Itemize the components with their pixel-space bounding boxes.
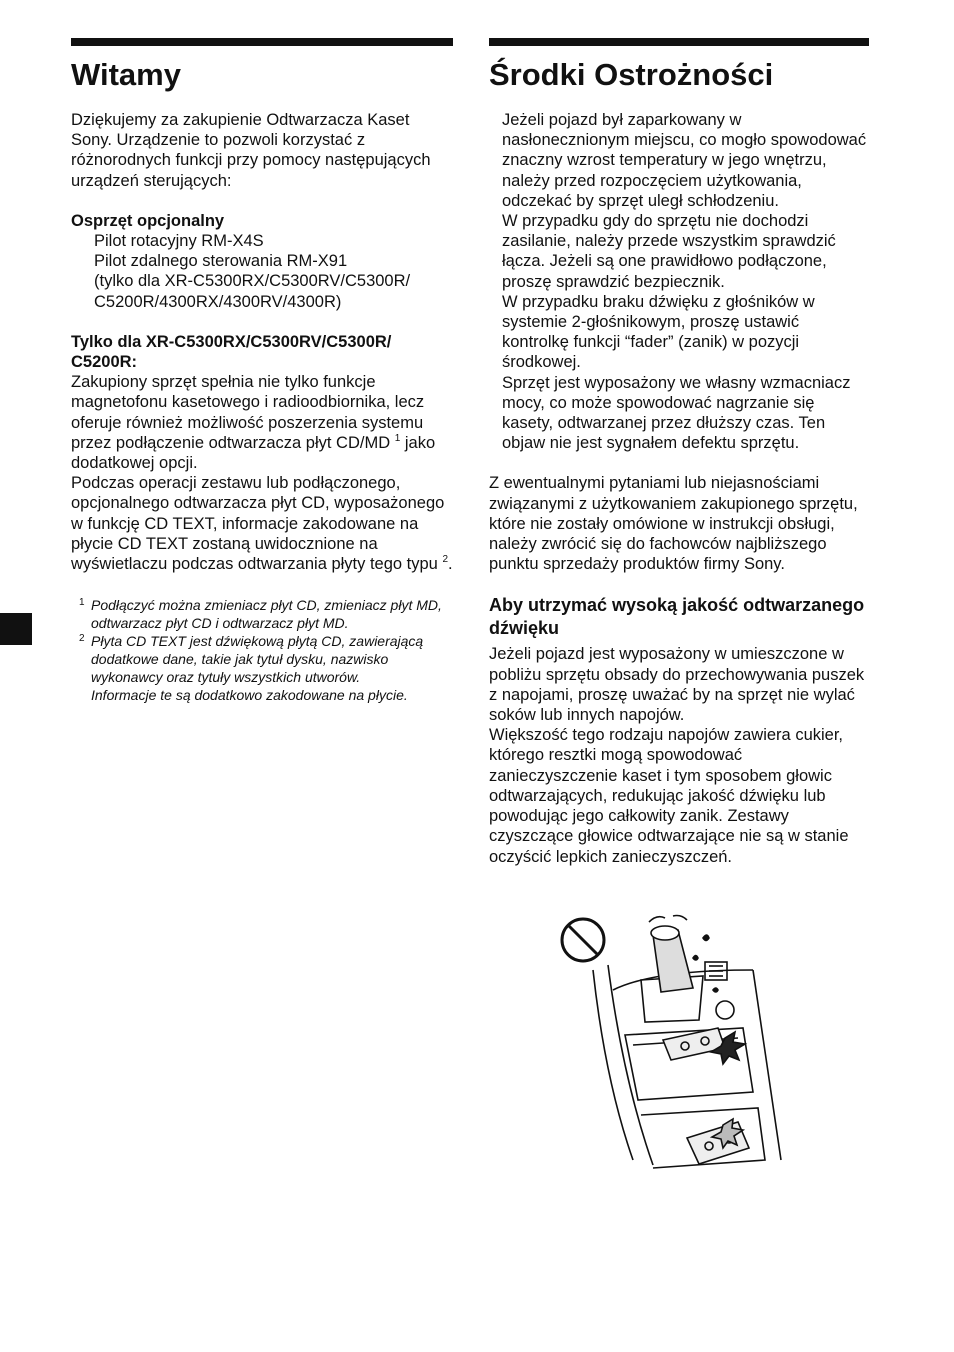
footnote-number: 2 xyxy=(79,633,85,645)
quality-subheading: Aby utrzymać wysoką jakość odtwarzanego dźwięku xyxy=(489,595,865,639)
optional-item: C5200R/4300RX/4300RV/4300R) xyxy=(94,292,342,311)
only-heading-line-1: Tylko dla XR-C5300RX/C5300RV/C5300R/ xyxy=(71,332,392,351)
footnote-number: 1 xyxy=(79,597,85,609)
footnote-ref-1: 1 xyxy=(394,432,401,444)
left-column xyxy=(71,38,453,704)
footnote-text: Podłączyć można zmieniacz płyt CD, zmieniacz płyt MD, odtwarzacz płyt CD i odtwarzacz płyt MD. xyxy=(91,597,442,632)
optional-heading: Osprzęt opcjonalny xyxy=(71,211,225,230)
intro-paragraph: Dziękujemy za zakupienie Odtwarzacza Kaset Sony. Urządzenie to pozwoli korzystać z różnorodnych funkcji przy pomocy następujących urządzeń sterujących: xyxy=(71,111,431,190)
only-heading-line-2: C5200R: xyxy=(71,353,138,372)
footnote-2-extra: Informacje te są dodatkowo zakodowane na płycie. xyxy=(91,687,408,704)
footnote-text: Płyta CD TEXT jest dźwiękową płytą CD, zawierającą dodatkowe dane, takie jak tytuł dysku, nazwisko wykonawcy oraz tytuły wszystkich utworów. xyxy=(91,633,424,686)
quality-paragraph-1: Jeżeli pojazd jest wyposażony w umieszczone w pobliżu sprzętu obsady do przechowywania puszek z napojami, proszę uważać by na sprzęt nie wylać soków lub innych napojów. xyxy=(489,645,865,725)
cdtext-text: Podczas operacji zestawu lub podłączonego, opcjonalnego odtwarzacza płyt CD, wyposażonego w funkcję CD TEXT, informacje zakodowane na płycie CD TEXT zostaną uwidocznione na wyświetlaczu podczas odtwarzania płyty tego typu xyxy=(71,474,445,574)
right-column xyxy=(489,38,869,867)
quality-paragraph-2: Większość tego rodzaju napojów zawiera cukier, którego resztki mogą spowodować zanieczyszczenie kaset i tym sposobem głowic odtwarzających, redukując jakość dźwięku lub powodując jego całkowity zanik. Zestawy czyszczące głowice odtwarzające nie są w stanie oczyścić lepkich zanieczyszczeń. xyxy=(489,726,849,866)
footnote-ref-2: 2 xyxy=(442,554,449,566)
precaution-item: W przypadku gdy do sprzętu nie dochodzi zasilanie, należy przede wszystkim sprawdzić łącza. Jeżeli są one prawidłowo podłączone, proszę sprawdzić bezpiecznik. xyxy=(502,212,836,291)
cdtext-paragraph xyxy=(71,473,453,574)
footnote-2 xyxy=(71,632,453,686)
optional-item: Pilot rotacyjny RM-X4S xyxy=(94,232,264,251)
title-rule xyxy=(489,38,869,46)
precaution-item: Jeżeli pojazd był zaparkowany w nasłonecznionym miejscu, co mogło spowodować znaczny wzrost temperatury w jego wnętrzu, należy przed rozpoczęciem użytkowania, odczekać by sprzęt uległ schłodzeniu. xyxy=(502,111,867,210)
prohibition-icon xyxy=(562,919,604,961)
cdtext-text-end: . xyxy=(448,555,453,574)
page-title-srodki: Środki Ostrożności xyxy=(489,57,774,92)
precautions-list xyxy=(489,110,869,453)
section-tab-marker xyxy=(0,613,32,645)
spilled-drink-illustration xyxy=(553,910,803,1180)
title-rule xyxy=(71,38,453,46)
contact-paragraph: Z ewentualnymi pytaniami lub niejasnościami związanymi z użytkowaniem zakupionego sprzętu, które nie zostały omówione w instrukcji obsługi, należy zwrócić się do fachowców najbliższego punktu sprzedaży produktów firmy Sony. xyxy=(489,474,858,574)
precaution-item: Sprzęt jest wyposażony we własny wzmacniacz mocy, co może spowodować nagrzanie się kasety, odtwarzanej przez dłuższy czas. Ten objaw nie jest sygnałem defektu sprzętu. xyxy=(502,373,851,453)
footnote-1 xyxy=(71,596,453,632)
features-paragraph xyxy=(71,372,453,473)
precaution-item: W przypadku braku dźwięku z głośników w systemie 2-głośnikowym, proszę ustawić kontrolkę funkcji “fader” (zanik) w pozycji środkowej. xyxy=(502,292,815,372)
optional-item: Pilot zdalnego sterowania RM-X91 xyxy=(94,252,348,271)
features-text-end: jako dodatkowej opcji. xyxy=(71,433,436,473)
optional-item: (tylko dla XR-C5300RX/C5300RV/C5300R/ xyxy=(94,272,411,291)
features-text: Zakupiony sprzęt spełnia nie tylko funkcje magnetofonu kasetowego i radioodbiornika, lecz oferuje również możliwość poszerzenia systemu przez podłączenie odtwarzacza płyt CD/MD xyxy=(71,373,425,452)
page-title-witamy: Witamy xyxy=(71,57,181,92)
